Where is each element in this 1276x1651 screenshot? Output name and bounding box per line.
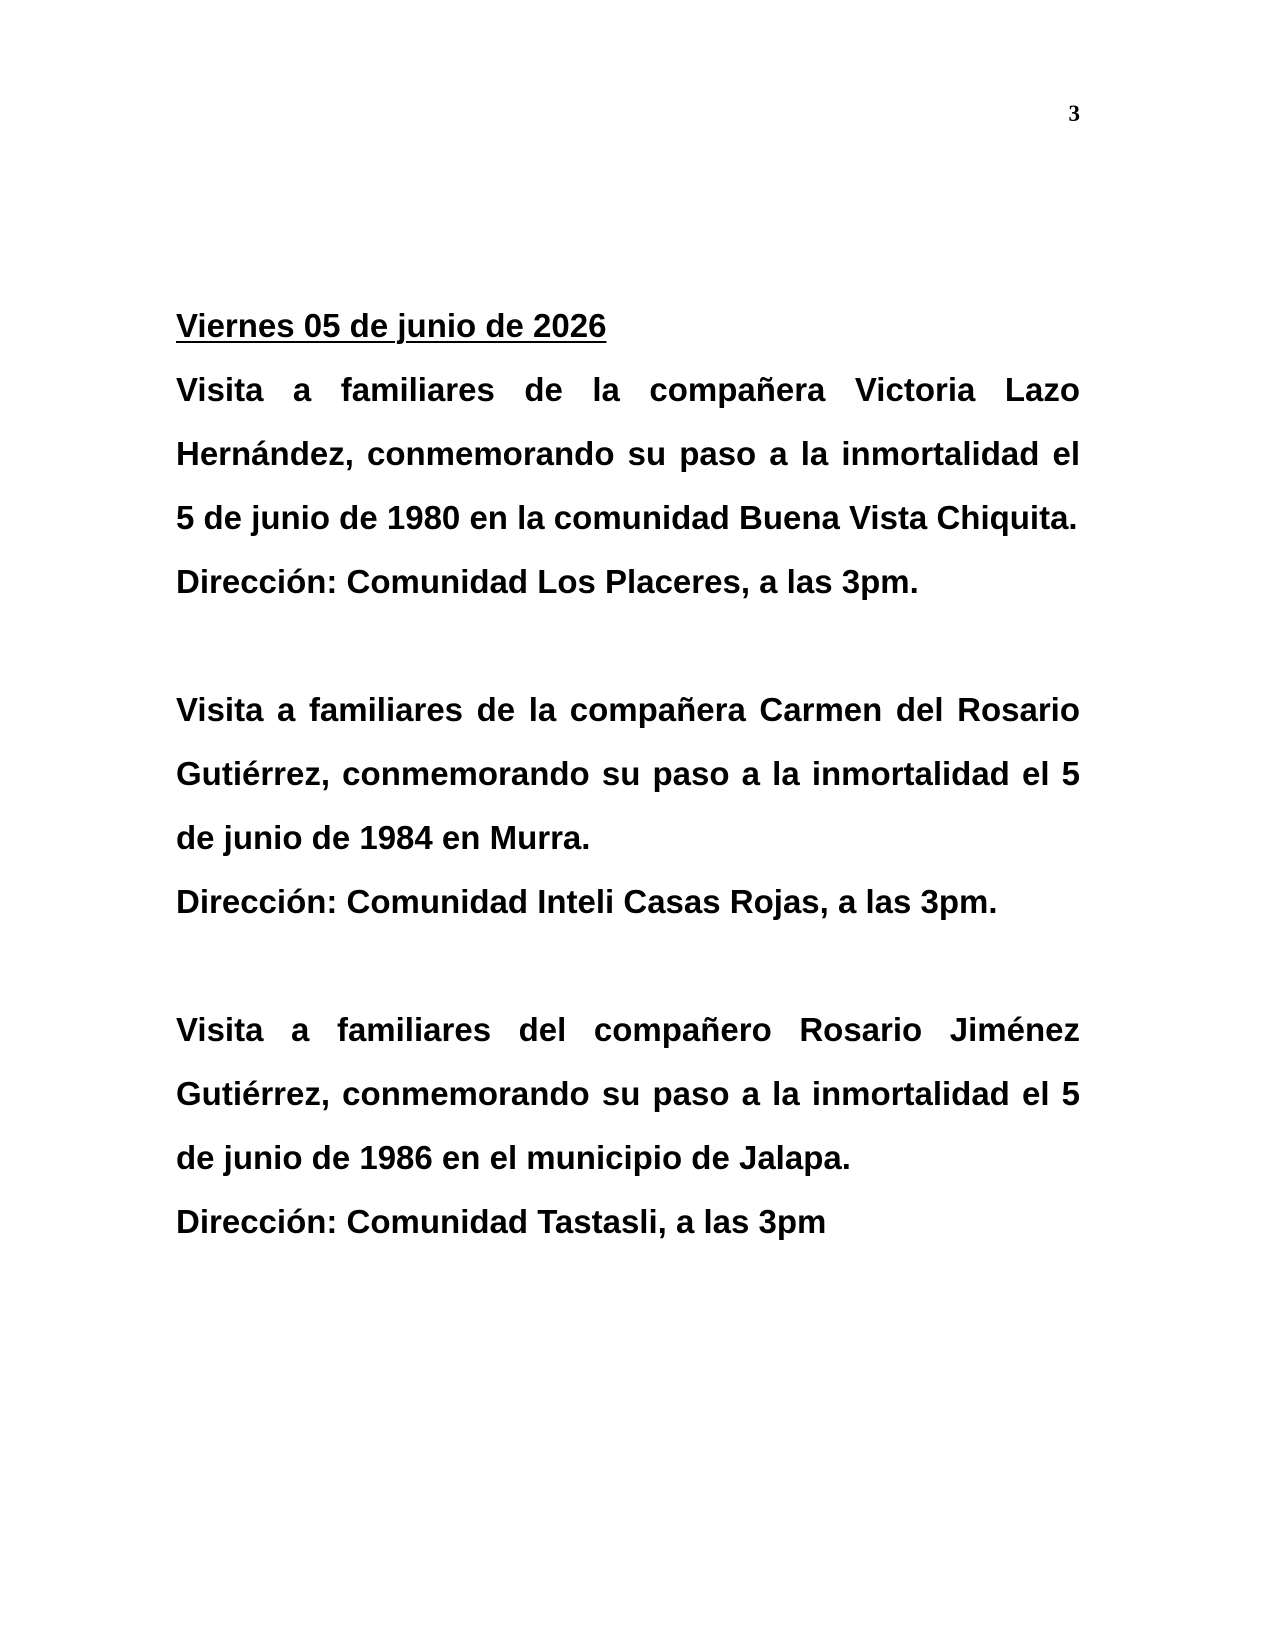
entry-text: Visita a familiares de la compañera Carmen del Rosario Gutiérrez, conmemorando su paso a la inmortalidad el 5 de junio de 1984 en Murra.	[176, 691, 1080, 856]
entry-3	[176, 998, 1080, 1254]
paragraph-spacer	[176, 614, 1080, 678]
paragraph-spacer	[176, 934, 1080, 998]
entry-address: Dirección: Comunidad Tastasli, a las 3pm	[176, 1203, 827, 1240]
entry-address: Dirección: Comunidad Inteli Casas Rojas, a las 3pm.	[176, 883, 998, 920]
document-body	[176, 294, 1080, 1254]
entry-2	[176, 678, 1080, 934]
page-number: 3	[1068, 101, 1080, 126]
date-heading: Viernes 05 de junio de 2026	[176, 307, 607, 344]
entry-text: Visita a familiares de la compañera Victoria Lazo Hernández, conmemorando su paso a la inmortalidad el 5 de junio de 1980 en la comunidad Buena Vista Chiquita.	[176, 371, 1080, 536]
entry-address: Dirección: Comunidad Los Placeres, a las 3pm.	[176, 563, 919, 600]
entry-1	[176, 358, 1080, 614]
entry-text: Visita a familiares del compañero Rosario Jiménez Gutiérrez, conmemorando su paso a la inmortalidad el 5 de junio de 1986 en el municipio de Jalapa.	[176, 1011, 1080, 1176]
